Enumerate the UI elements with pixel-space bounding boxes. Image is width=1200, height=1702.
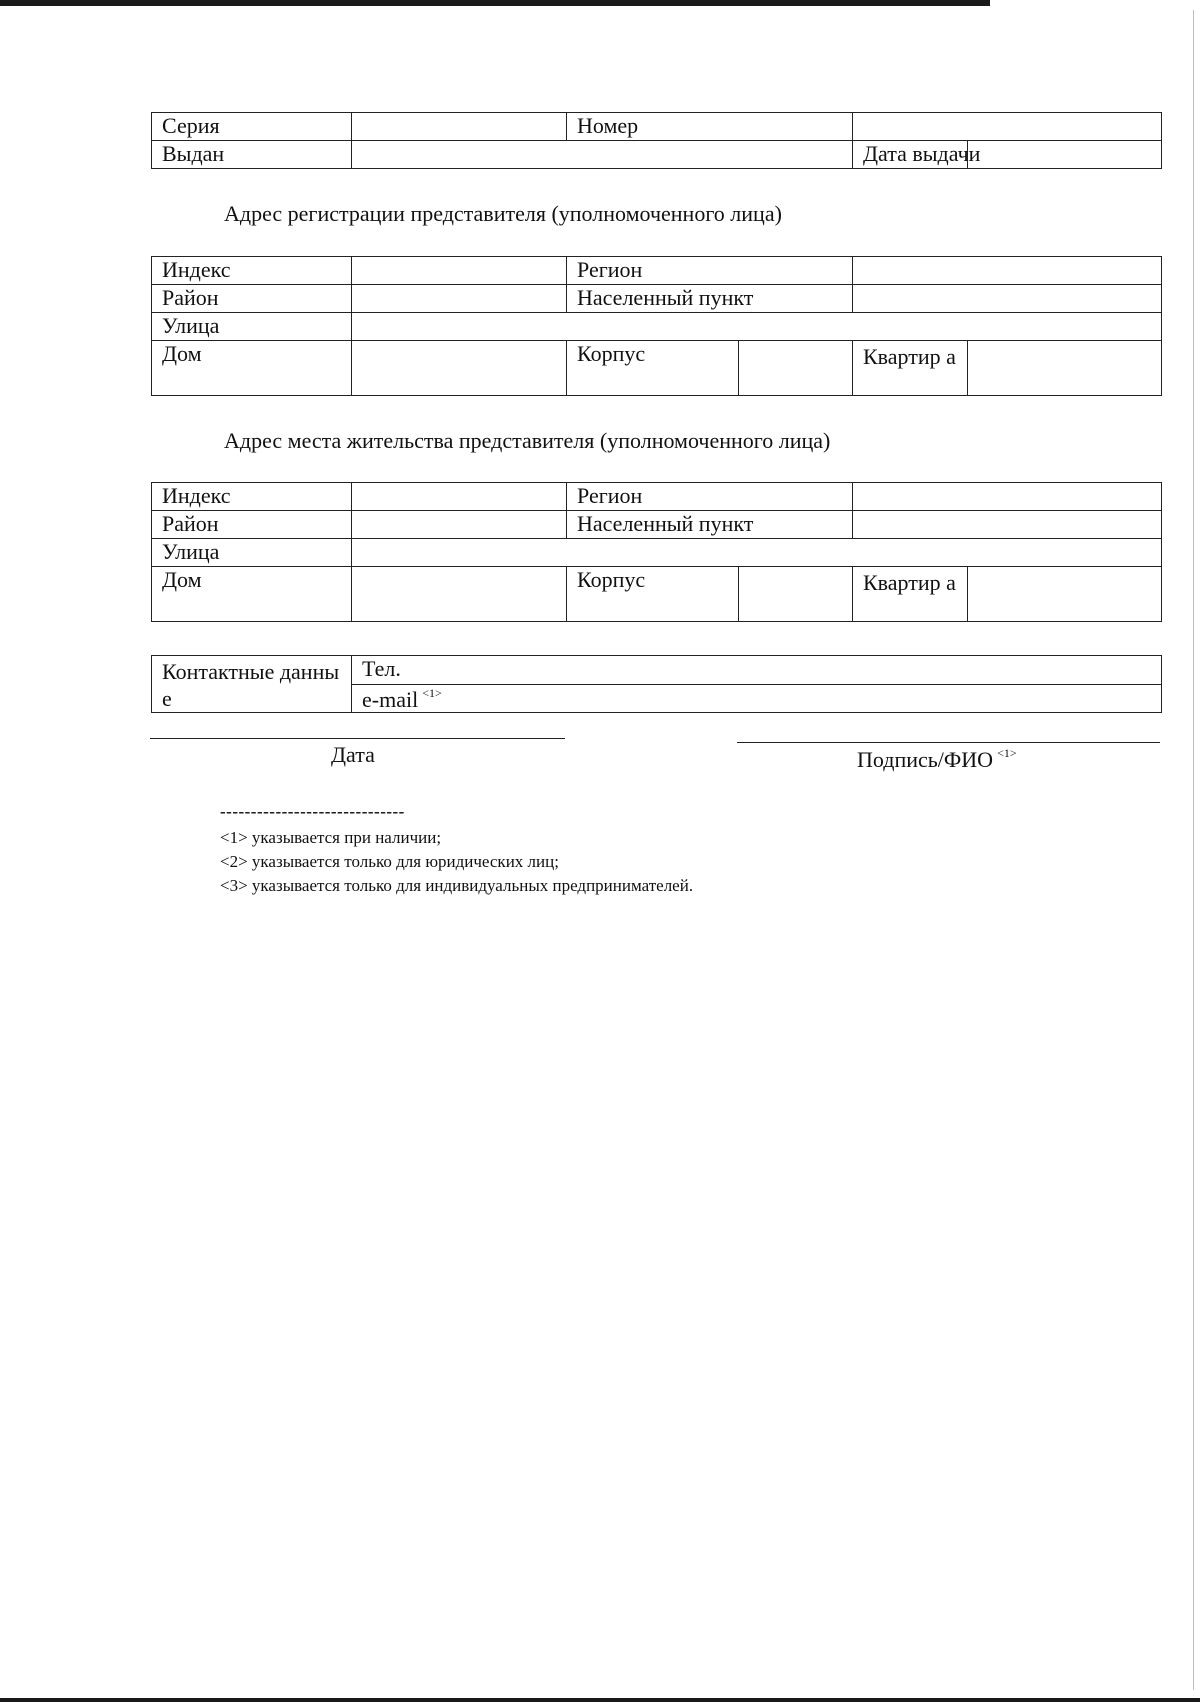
index-field[interactable]	[352, 257, 567, 285]
footnote-item: <2> указывается только для юридических лиц;	[220, 852, 559, 871]
locality-label: Населенный пункт	[567, 511, 853, 539]
scan-bottom-edge	[0, 1698, 1200, 1702]
index-field[interactable]	[352, 483, 567, 511]
phone-field[interactable]	[352, 656, 1162, 685]
house-field[interactable]	[352, 341, 567, 396]
phone-label: Тел.	[362, 656, 401, 681]
region-field[interactable]	[853, 483, 1162, 511]
footnote-item: <3> указывается только для индивидуальных предпринимателей.	[220, 876, 694, 895]
contacts-label: Контактные данные	[152, 656, 352, 713]
signature-label-text: Подпись/ФИО	[857, 747, 994, 772]
signature-footnote-ref: <1>	[997, 746, 1017, 760]
date-line[interactable]	[150, 738, 565, 739]
house-field[interactable]	[352, 567, 567, 622]
scan-top-edge	[0, 0, 990, 6]
building-label: Корпус	[567, 567, 739, 622]
footnotes	[220, 800, 693, 898]
building-field[interactable]	[739, 341, 853, 396]
series-label: Серия	[152, 113, 352, 141]
registration-address-heading: Адрес регистрации представителя (уполномоченного лица)	[224, 201, 782, 226]
building-label: Корпус	[567, 341, 739, 396]
email-field[interactable]	[352, 684, 1162, 713]
footnote-item: <1> указывается при наличии;	[220, 828, 442, 847]
email-label: e-mail	[362, 686, 419, 712]
house-label: Дом	[152, 341, 352, 396]
region-field[interactable]	[853, 257, 1162, 285]
issue-date-field[interactable]	[968, 141, 1162, 169]
district-label: Район	[152, 285, 352, 313]
apartment-field[interactable]	[968, 567, 1162, 622]
date-label: Дата	[331, 742, 375, 767]
footnote-separator: ------------------------------	[220, 802, 405, 821]
locality-field[interactable]	[853, 511, 1162, 539]
house-label: Дом	[152, 567, 352, 622]
street-label: Улица	[152, 539, 352, 567]
district-field[interactable]	[352, 511, 567, 539]
number-field[interactable]	[853, 113, 1162, 141]
apartment-field[interactable]	[968, 341, 1162, 396]
series-field[interactable]	[352, 113, 567, 141]
district-label: Район	[152, 511, 352, 539]
region-label: Регион	[567, 257, 853, 285]
signature-label	[857, 746, 1017, 773]
email-footnote-ref: <1>	[422, 685, 442, 700]
issued-label: Выдан	[152, 141, 352, 169]
locality-label: Населенный пункт	[567, 285, 853, 313]
locality-field[interactable]	[853, 285, 1162, 313]
region-label: Регион	[567, 483, 853, 511]
issued-field[interactable]	[352, 141, 853, 169]
index-label: Индекс	[152, 257, 352, 285]
building-field[interactable]	[739, 567, 853, 622]
registration-address-table	[151, 256, 1162, 396]
passport-table	[151, 112, 1162, 169]
index-label: Индекс	[152, 483, 352, 511]
scan-right-edge	[1193, 10, 1194, 1690]
signature-line[interactable]	[737, 742, 1160, 743]
street-label: Улица	[152, 313, 352, 341]
apartment-label: Квартир а	[853, 567, 968, 622]
number-label: Номер	[567, 113, 853, 141]
residence-address-heading: Адрес места жительства представителя (уполномоченного лица)	[224, 428, 831, 453]
street-field[interactable]	[352, 539, 1162, 567]
residence-address-table	[151, 482, 1162, 622]
issue-date-label: Дата выдачи	[853, 141, 968, 169]
contacts-table	[151, 655, 1162, 713]
apartment-label: Квартир а	[853, 341, 968, 396]
street-field[interactable]	[352, 313, 1162, 341]
district-field[interactable]	[352, 285, 567, 313]
